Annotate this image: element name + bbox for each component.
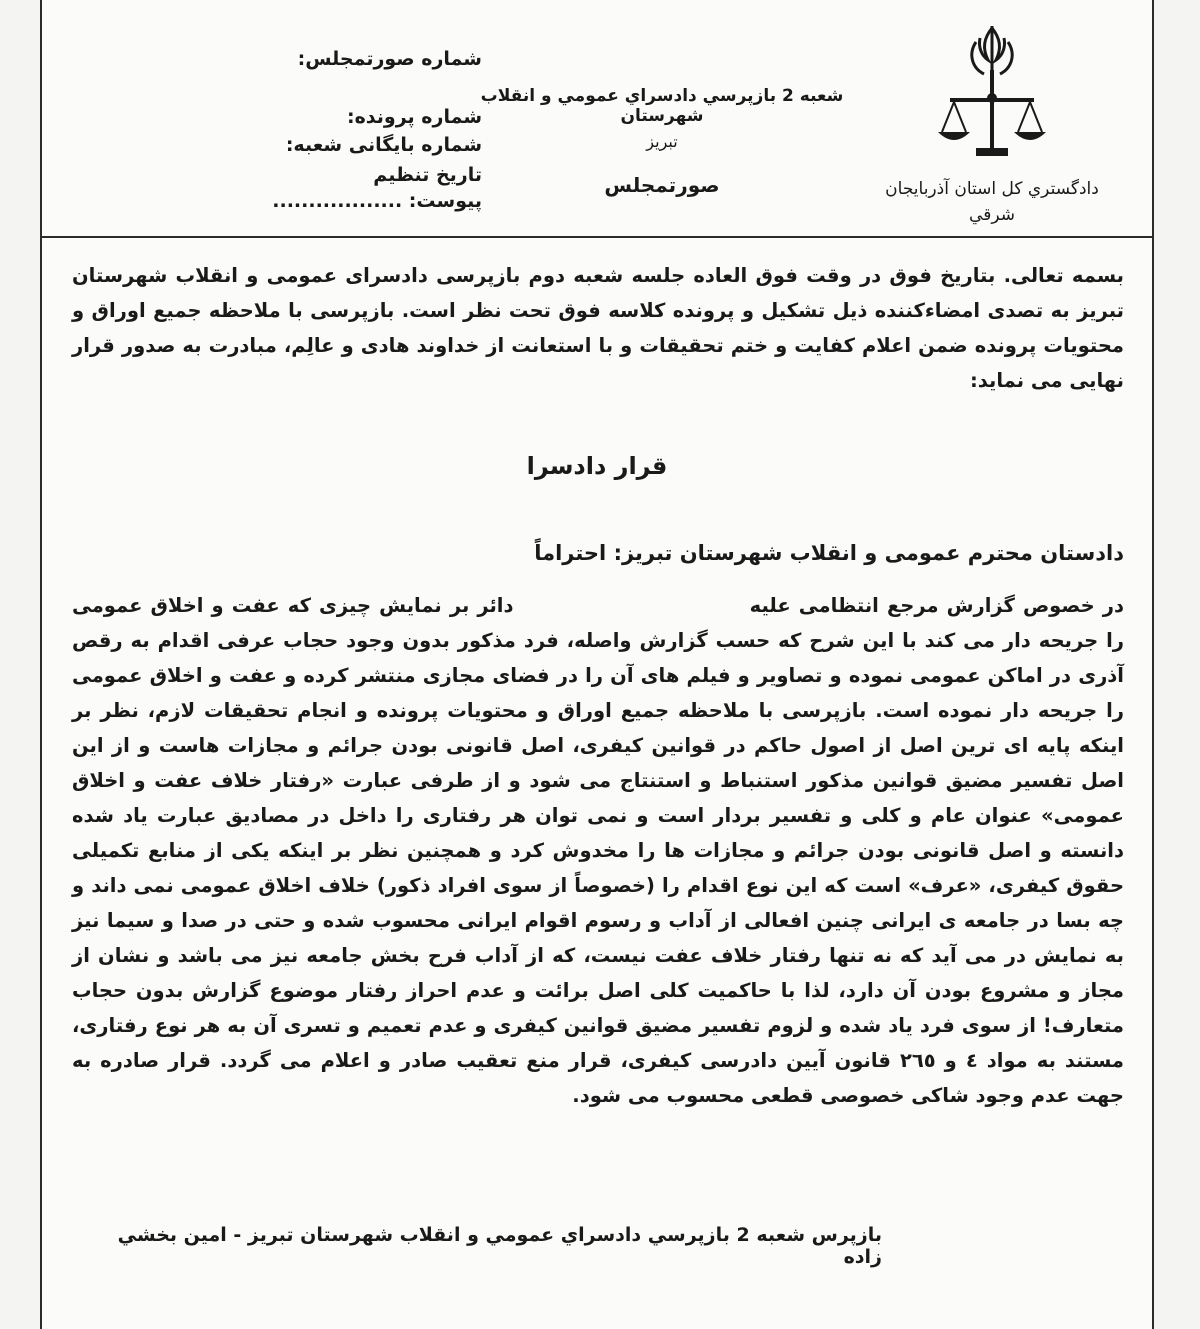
header-divider	[42, 236, 1152, 238]
branch-header	[452, 86, 872, 197]
scales-of-justice-icon	[932, 20, 1052, 170]
addressee-line: دادستان محترم عمومی و انقلاب شهرستان تبریز: احتراماً	[534, 541, 1124, 565]
court-header	[872, 20, 1112, 228]
archive-number-label: شماره بایگانی شعبه:	[285, 134, 482, 156]
file-number-label: شماره پرونده:	[346, 106, 482, 128]
main-paragraph	[72, 588, 1124, 1113]
document-page	[40, 0, 1154, 1329]
court-name-line1: دادگستري کل استان آذربایجان	[885, 179, 1099, 199]
ruling-bold: قرار منع تعقیب	[456, 1049, 612, 1072]
court-name-line2: شرقي	[969, 205, 1015, 225]
attachment-label: پیوست: ..................	[272, 190, 482, 212]
document-type: صورتمجلس	[604, 173, 720, 197]
body-part2: دائر بر نمایش چیزی که عفت و اخلاق عمومی را جریحه دار می کند با این شرح که حسب گزارش واصله، فرد مذکور بدون وجود حجاب عرفی اقدام به رقص آذری در اماکن عمومی نموده و تصاویر و فیلم های آن را در فضای مجازی منتشر کرده و عفت و اخلاق عمومی را جریحه دار نموده است. بازپرسی با ملاحظه جمیع اوراق و محتویات پرونده و انجام تحقیقات لازم، نظر بر اینکه پایه ای ترین اصل از اصول حاکم در قوانین کیفری، اصل قانونی بودن جرائم و مجازات هاست و از این اصل تفسیر مضیق قوانین مذکور استنباط و استنتاج می شود و از طرفی عبارت «رفتار خلاف عفت و اخلاق عمومی» عنوان عام و کلی و تفسیر بردار است و نمی توان هر رفتاری را داخل در مصادیق عبارت یاد شده دانسته و اصل قانونی بودن جرائم و مجازات ها را مخدوش کرد و همچنین نظر بر اینکه یکی از منابع تکمیلی حقوق کیفری، «عرف» است که این نوع اقدام را (خصوصاً از سوی افراد ذکور) خلاف اخلاق عمومی نمی داند و چه بسا در جامعه ی ایرانی چنین افعالی از آداب و رسوم اقوام ایرانی محسوب شده و حتی در صدا و سیما نیز به نمایش در می آید که نه تنها رفتار خلاف عفت نیست، که از آداب فرح بخش جامعه نیز می باشد و نشان از مجاز و مشروع بودن آن دارد، لذا با حاکمیت کلی اصل برائت و عدم احراز رفتار موضوع گزارش بدون حجاب متعارف! از سوی فرد یاد شده و لزوم تفسیر مضیق قوانین کیفری و عدم تعمیم و تسری آن به هر نوع رفتاری، مستند به مواد ٤ و ٢٦٥ قانون آیین دادرسی کیفری،	[72, 594, 1125, 1072]
court-name	[872, 176, 1112, 228]
body-part3: صادر و اعلام می گردد. قرار صادره به جهت عدم وجود شاکی خصوصی قطعی محسوب می شود.	[72, 1049, 1124, 1107]
body-part1: در خصوص گزارش مرجع انتظامی علیه	[749, 594, 1124, 617]
minutes-number-label: شماره صورتمجلس:	[297, 48, 482, 70]
intro-paragraph: بسمه تعالی. بتاریخ فوق در وقت فوق العاده جلسه شعبه دوم بازپرسی دادسرای عمومی و انقلاب شهرستان تبریز به تصدی امضاءکننده ذیل تشکیل و پرونده کلاسه فوق تحت نظر است. بازپرسی با ملاحظه جمیع اوراق و محتویات پرونده ضمن اعلام کفایت و ختم تحقیقات و با استعانت از خداوند هادی و عالِم، مبادرت به صدور قرار نهایی می نماید:	[72, 264, 1124, 392]
date-label: تاریخ تنظیم	[373, 164, 482, 186]
decision-title: قرار دادسرا	[526, 452, 668, 480]
branch-line: شعبه 2 بازپرسي دادسراي عمومي و انقلاب شهرستان	[480, 86, 844, 126]
city-line: تبریز	[646, 132, 678, 151]
signature-line: بازپرس شعبه 2 بازپرسي دادسراي عمومي و انقلاب شهرستان تبريز - امين بخشي زاده	[117, 1224, 882, 1268]
